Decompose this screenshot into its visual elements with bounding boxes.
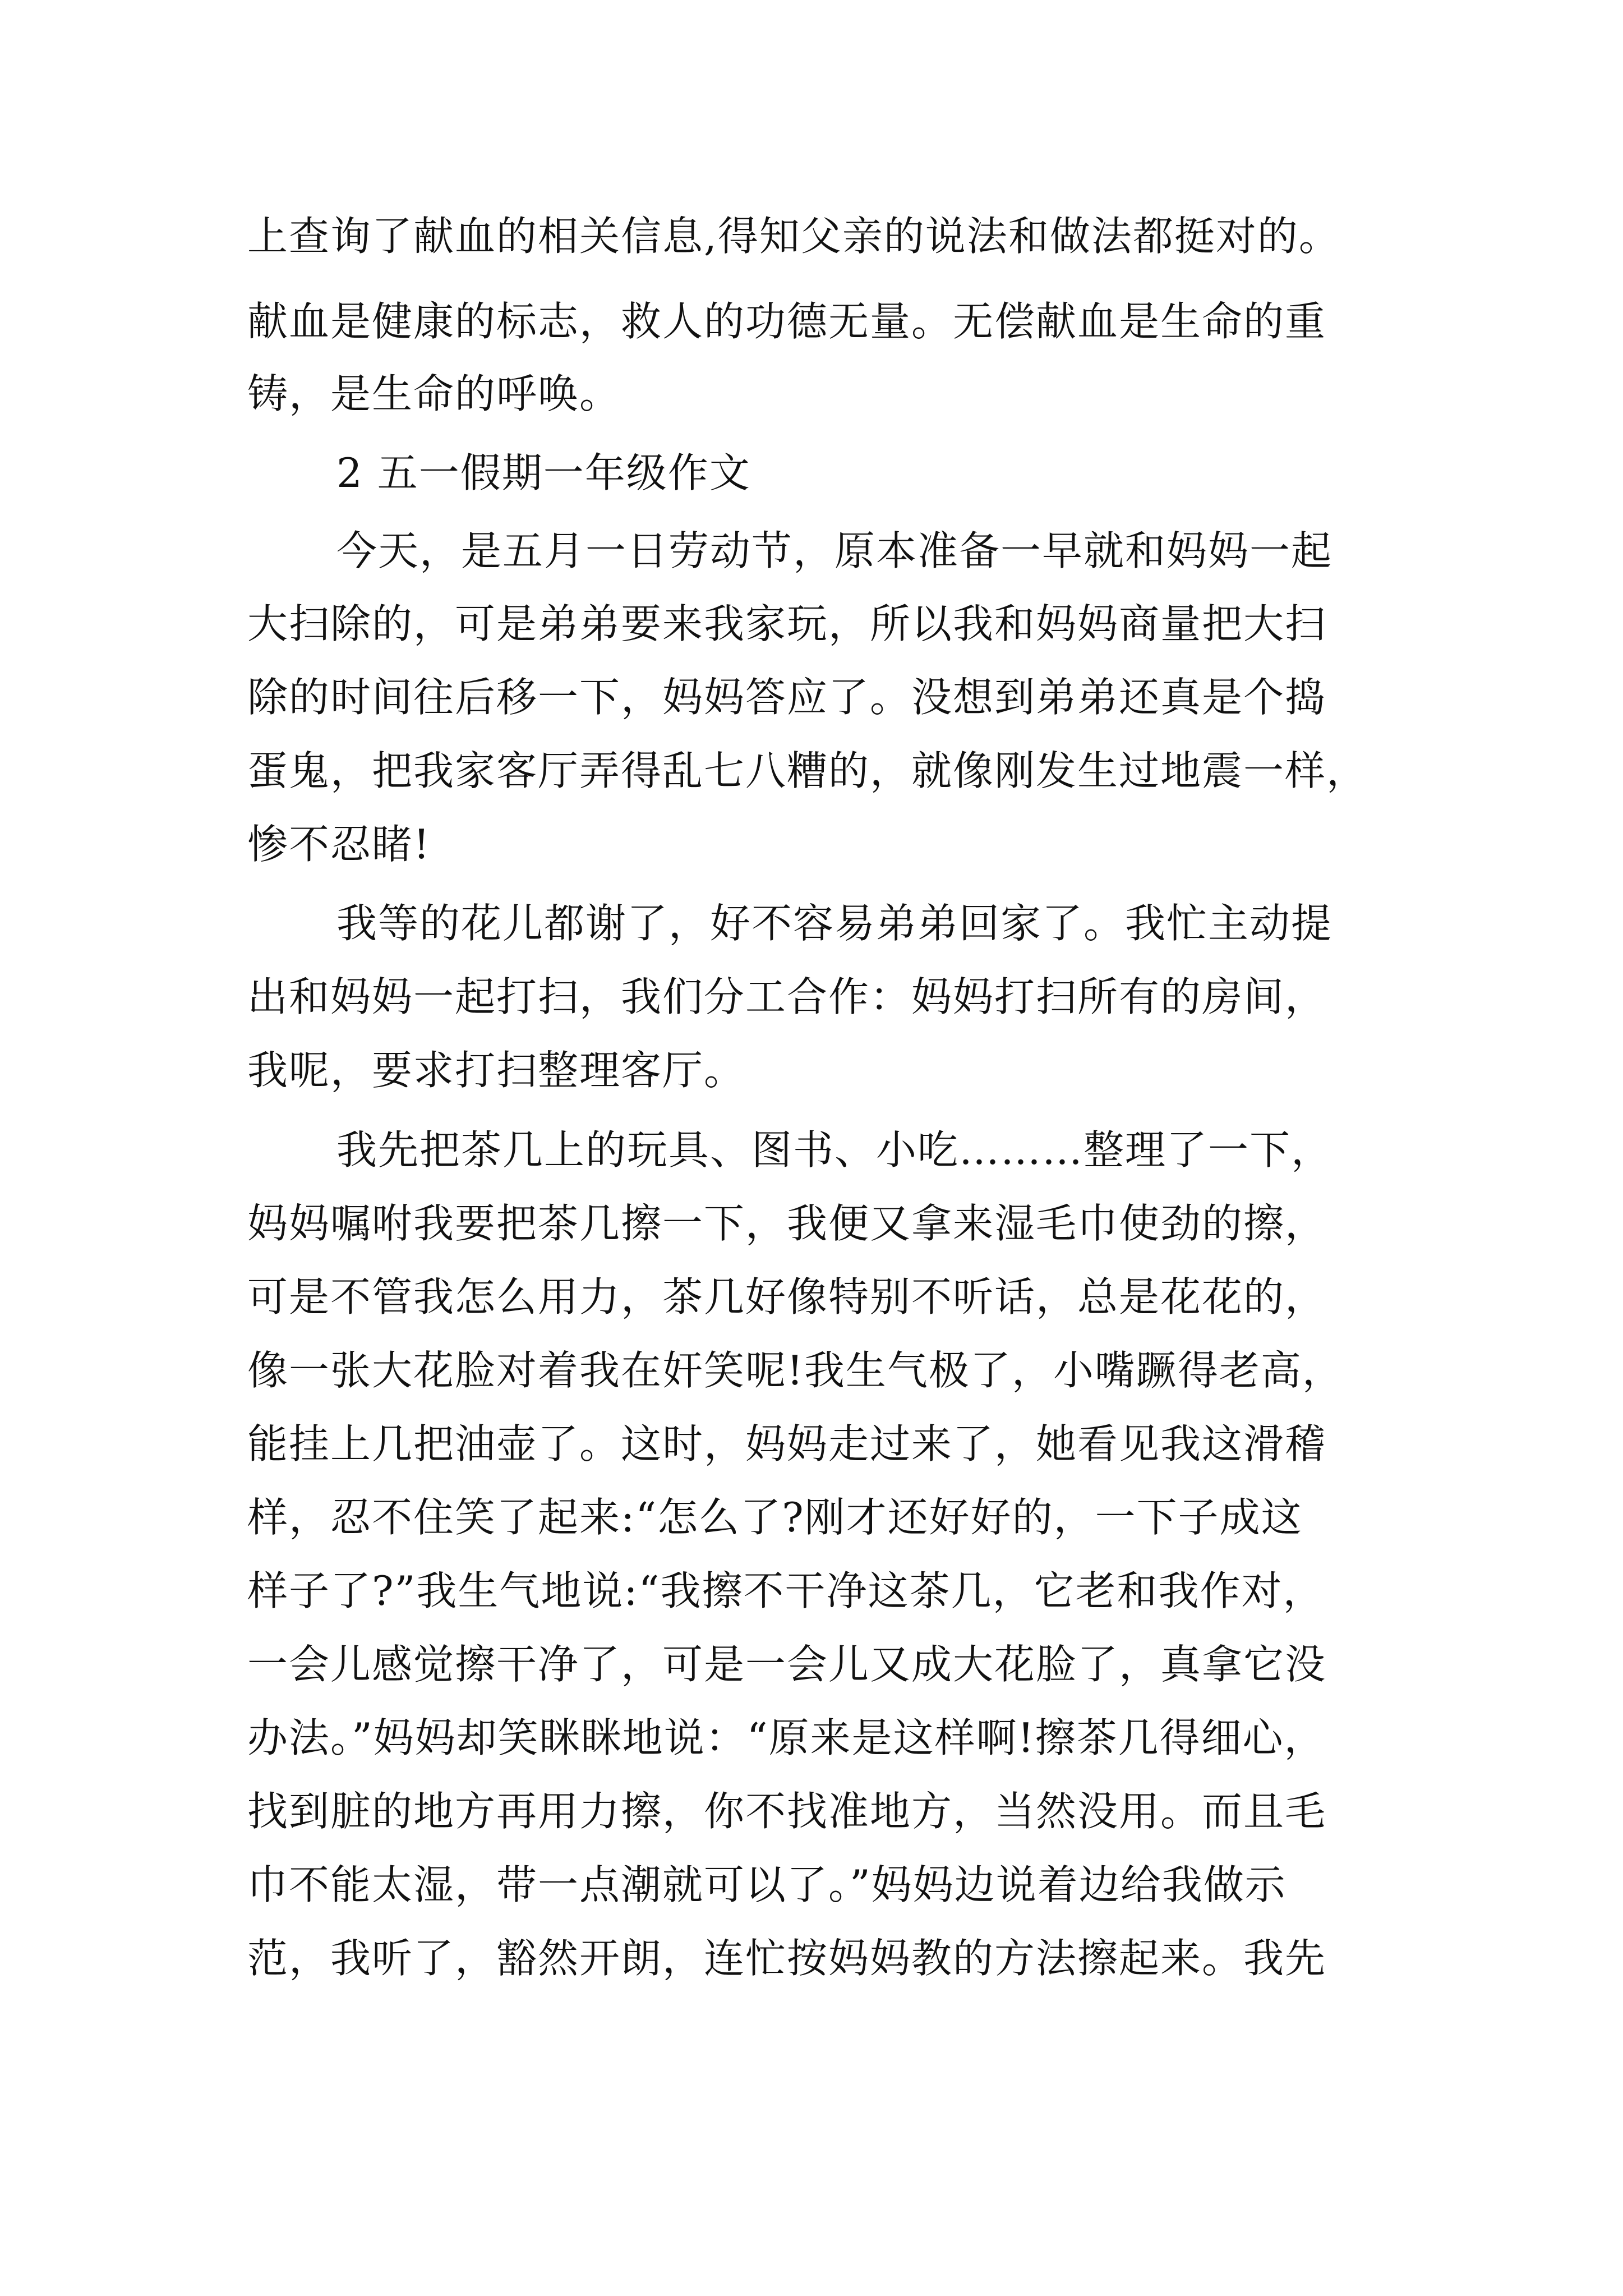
text-line: 我呢，要求打扫整理客厅。: [247, 1047, 746, 1094]
text-line: 蛋鬼，把我家客厅弄得乱七八糟的，就像刚发生过地震一样，: [247, 747, 1368, 794]
text-line: 今天，是五月一日劳动节，原本准备一早就和妈妈一起: [336, 527, 1333, 574]
text-line: 可是不管我怎么用力，茶几好像特别不听话，总是花花的，: [247, 1273, 1327, 1320]
text-line: 妈妈嘱咐我要把茶几擦一下，我便又拿来湿毛巾使劲的擦，: [247, 1200, 1327, 1247]
text-line: 样，忍不住笑了起来:“怎么了?刚才还好好的，一下子成这: [247, 1494, 1303, 1541]
text-line: 办法。”妈妈却笑眯眯地说：“原来是这样啊!擦茶几得细心，: [247, 1714, 1326, 1761]
text-line: 铸，是生命的呼唤。: [247, 370, 621, 417]
text-line: 一会儿感觉擦干净了，可是一会儿又成大花脸了，真拿它没: [247, 1641, 1327, 1688]
text-line: 巾不能太湿，带一点潮就可以了。”妈妈边说着边给我做示: [247, 1861, 1287, 1908]
text-line: 我先把茶几上的玩具、图书、小吃………整理了一下，: [336, 1126, 1333, 1174]
text-line: 出和妈妈一起打扫，我们分工合作：妈妈打扫所有的房间，: [247, 973, 1327, 1020]
text-line: 样子了?”我生气地说:“我擦不干净这茶几，它老和我作对，: [247, 1567, 1325, 1614]
text-line: 惨不忍睹!: [247, 821, 431, 868]
text-line: 能挂上几把油壶了。这时，妈妈走过来了，她看见我这滑稽: [247, 1420, 1327, 1467]
text-line: 像一张大花脸对着我在奸笑呢!我生气极了，小嘴蹶得老高，: [247, 1347, 1344, 1394]
text-line: 我等的花儿都谢了，好不容易弟弟回家了。我忙主动提: [336, 900, 1333, 947]
section-heading: 2 五一假期一年级作文: [336, 449, 751, 496]
text-line: 上查询了献血的相关信息,得知父亲的说法和做法都挺对的。: [247, 213, 1340, 260]
text-line: 献血是健康的标志，救人的功德无量。无偿献血是生命的重: [247, 298, 1327, 345]
text-line: 找到脏的地方再用力擦，你不找准地方，当然没用。而且毛: [247, 1788, 1327, 1835]
text-line: 除的时间往后移一下，妈妈答应了。没想到弟弟还真是个捣: [247, 674, 1327, 721]
text-line: 大扫除的，可是弟弟要来我家玩，所以我和妈妈商量把大扫: [247, 600, 1327, 647]
text-line: 范，我听了，豁然开朗，连忙按妈妈教的方法擦起来。我先: [247, 1935, 1327, 1982]
